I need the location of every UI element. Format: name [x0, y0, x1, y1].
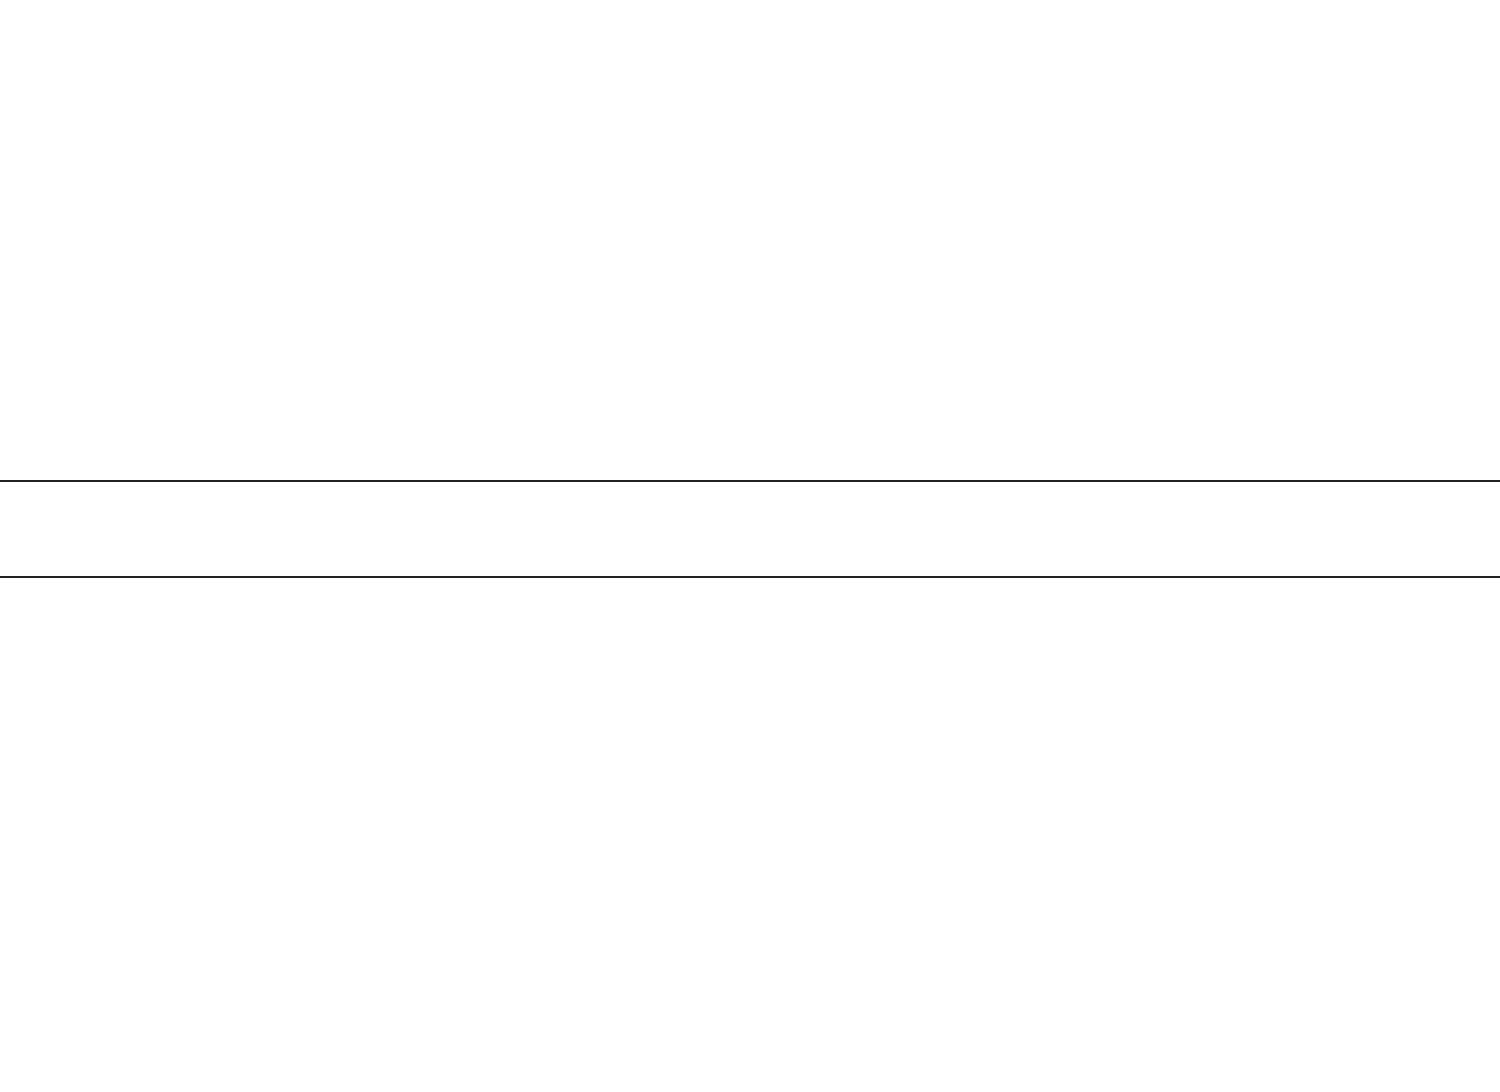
divider	[0, 576, 1500, 578]
top-label-section	[0, 0, 1500, 480]
divider	[0, 480, 1500, 482]
bottom-label-section	[0, 600, 1500, 1092]
